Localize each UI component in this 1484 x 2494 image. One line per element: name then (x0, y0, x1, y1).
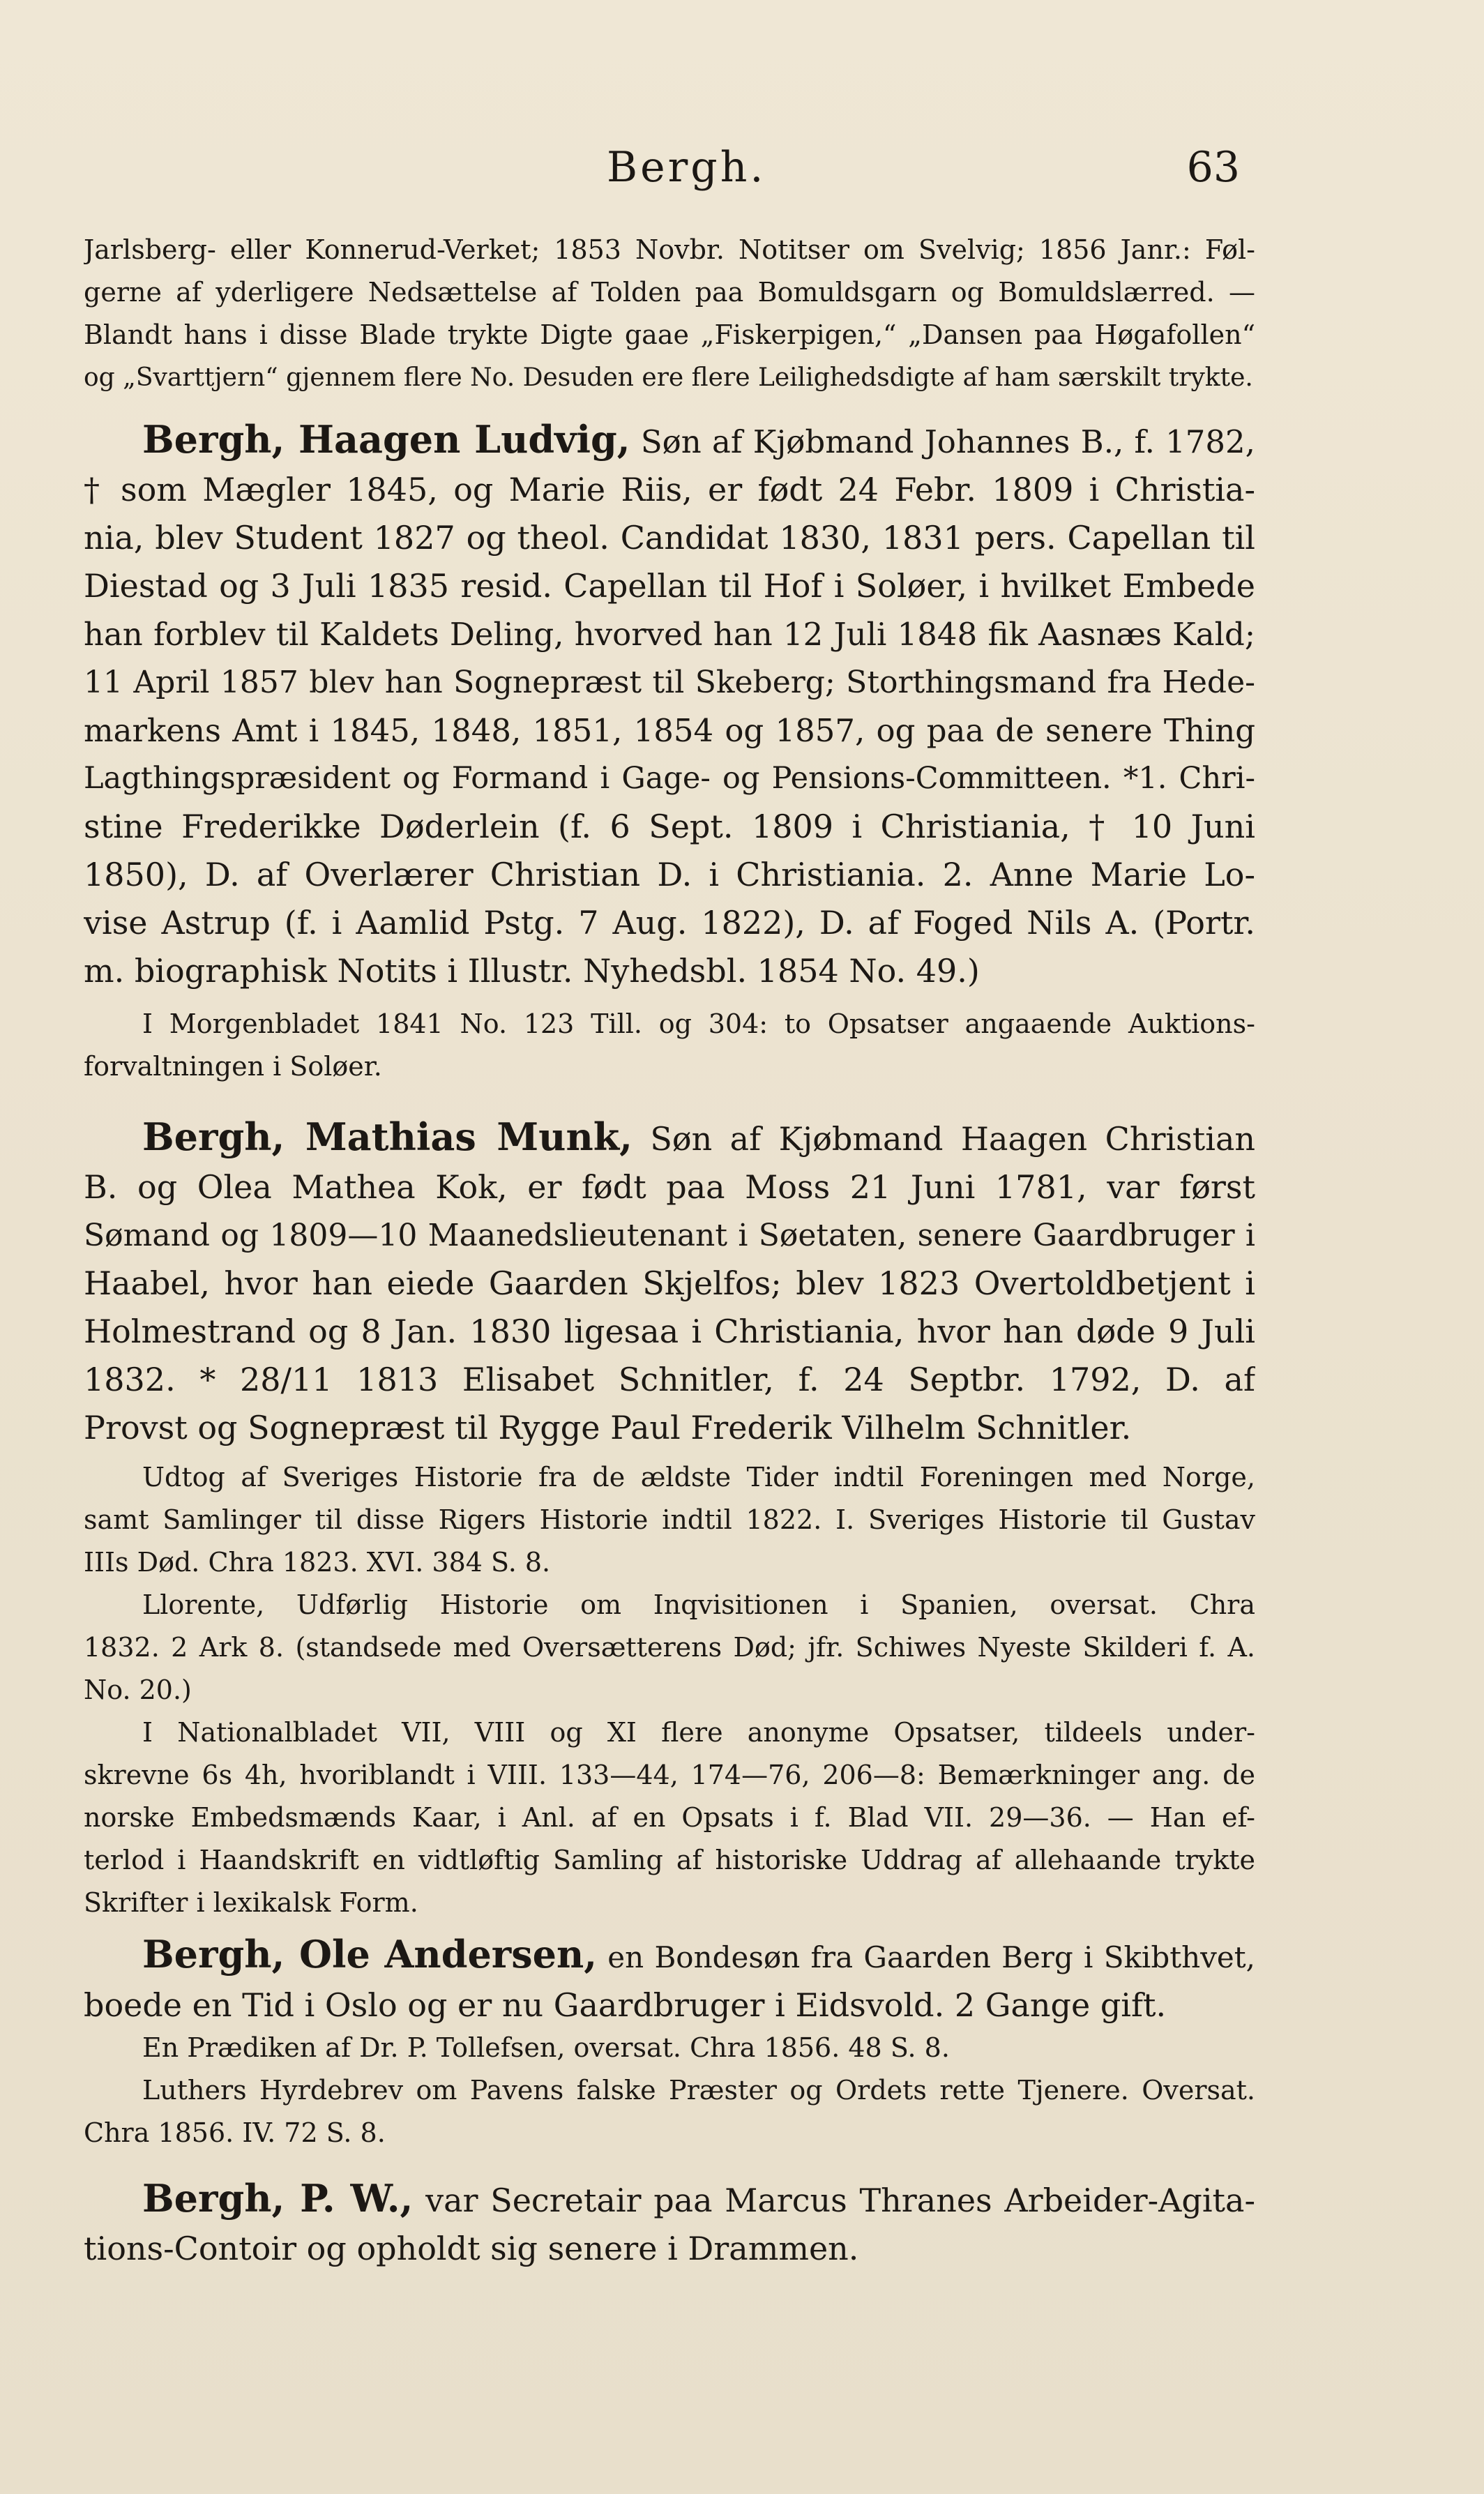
text-line: nia, blev Student 1827 og theol. Candidat 1830, 1831 pers. Capellan til (84, 519, 1255, 557)
work-line: No. 20.) (84, 1675, 192, 1705)
entry-bergh-mathias-munk (84, 1113, 1255, 1452)
text-line: tions-Contoir og opholdt sig senere i Drammen. (84, 2230, 859, 2267)
entry-name: Bergh, P. W., (142, 2176, 414, 2221)
entry-name: Bergh, Mathias Munk, (142, 1114, 633, 1159)
text-line: 1850), D. af Overlærer Christian D. i Christiania. 2. Anne Marie Lo- (84, 856, 1255, 893)
work-line: I Morgenbladet 1841 No. 123 Till. og 304: to Opsatser angaaende Auktions- (142, 1008, 1255, 1039)
text-line: stine Frederikke Døderlein (f. 6 Sept. 1809 i Christiania, † 10 Juni (84, 808, 1255, 845)
entry-name: Bergh, Haagen Ludvig, (142, 417, 630, 462)
text-line: Lagthingspræsident og Formand i Gage- og Pensions-Committeen. *1. Chri- (84, 761, 1255, 796)
text-line: B. og Olea Mathea Kok, er født paa Moss 21 Juni 1781, var først (84, 1168, 1255, 1206)
works-list (84, 1456, 1255, 1924)
continued-entry-text (84, 229, 1255, 399)
text-line: 1832. * 28/11 1813 Elisabet Schnitler, f. 24 Septbr. 1792, D. af (84, 1361, 1255, 1398)
text-line: og „Svarttjern“ gjennem flere No. Desuden ere flere Leilighedsdigte af ham særskilt trykte. (84, 363, 1253, 392)
entry-bergh-haagen-ludvig (84, 416, 1255, 995)
work-line: 1832. 2 Ark 8. (standsede med Oversætterens Død; jfr. Schiwes Nyeste Skilderi f. A. (84, 1632, 1255, 1663)
work-line: forvaltningen i Soløer. (84, 1051, 382, 1082)
text-line: Haabel, hvor han eiede Gaarden Skjelfos; blev 1823 Overtoldbetjent i (84, 1264, 1255, 1302)
text-line: Jarlsberg- eller Konnerud-Verket; 1853 Novbr. Notitser om Svelvig; 1856 Janr.: Føl- (84, 234, 1255, 265)
work-line: En Prædiken af Dr. P. Tollefsen, oversat. Chra 1856. 48 S. 8. (142, 2032, 950, 2063)
work-line: Udtog af Sveriges Historie fra de ældste Tider indtil Foreningen med Norge, (142, 1462, 1255, 1492)
work-line: skrevne 6s 4h, hvoriblandt i VIII. 133—44, 174—76, 206—8: Bemærkninger ang. de (84, 1760, 1255, 1790)
entry-bergh-ole-andersen (84, 1930, 1255, 2030)
work-line: Chra 1856. IV. 72 S. 8. (84, 2117, 386, 2148)
work-line: samt Samlinger til disse Rigers Historie indtil 1822. I. Sveriges Historie til Gustav (84, 1504, 1255, 1535)
text-line: Holmestrand og 8 Jan. 1830 ligesaa i Christiania, hvor han døde 9 Juli (84, 1313, 1255, 1350)
text-line: markens Amt i 1845, 1848, 1851, 1854 og 1857, og paa de senere Thing (84, 712, 1255, 749)
text-line: en Bondesøn fra Gaarden Berg i Skibthvet, (597, 1940, 1255, 1974)
text-line: han forblev til Kaldets Deling, hvorved han 12 Juli 1848 fik Aasnæs Kald; (84, 616, 1255, 653)
entry-bergh-p-w (84, 2175, 1255, 2273)
work-line: I Nationalbladet VII, VIII og XI flere anonyme Opsatser, tildeels under- (142, 1717, 1255, 1748)
text-line: Søn af Kjøbmand Johannes B., f. 1782, (630, 423, 1255, 460)
running-head: Bergh. (607, 143, 766, 192)
text-line: † som Mægler 1845, og Marie Riis, er født 24 Febr. 1809 i Christia- (84, 471, 1255, 508)
text-line: Søn af Kjøbmand Haagen Christian (632, 1120, 1255, 1158)
work-line: Skrifter i lexikalsk Form. (84, 1887, 418, 1918)
work-line: norske Embedsmænds Kaar, i Anl. af en Opsats i f. Blad VII. 29—36. — Han ef- (84, 1802, 1255, 1833)
text-line: Diestad og 3 Juli 1835 resid. Capellan til Hof i Soløer, i hvilket Embede (84, 567, 1255, 605)
page-number: 63 (1186, 143, 1240, 192)
text-line: 11 April 1857 blev han Sognepræst til Skeberg; Storthingsmand fra Hede- (84, 665, 1255, 700)
entry-name: Bergh, Ole Andersen, (142, 1932, 598, 1977)
work-line: IIIs Død. Chra 1823. XVI. 384 S. 8. (84, 1547, 551, 1578)
text-line: Sømand og 1809—10 Maanedslieutenant i Søetaten, senere Gaardbruger i (84, 1218, 1255, 1253)
text-line: Blandt hans i disse Blade trykte Digte gaae „Fiskerpigen,“ „Dansen paa Høgafollen“ (84, 319, 1255, 350)
works-list (84, 2027, 1255, 2154)
text-line: gerne af yderligere Nedsættelse af Tolden paa Bomuldsgarn og Bomuldslærred. — (84, 277, 1255, 308)
text-line: boede en Tid i Oslo og er nu Gaardbruger i Eidsvold. 2 Gange gift. (84, 1986, 1167, 2024)
text-line: Provst og Sognepræst til Rygge Paul Frederik Vilhelm Schnitler. (84, 1409, 1132, 1446)
works-list (84, 1003, 1255, 1088)
text-line: vise Astrup (f. i Aamlid Pstg. 7 Aug. 1822), D. af Foged Nils A. (Portr. (84, 904, 1255, 942)
text-line: var Secretair paa Marcus Thranes Arbeider-Agita- (413, 2182, 1255, 2219)
work-line: Luthers Hyrdebrev om Pavens falske Præster og Ordets rette Tjenere. Oversat. (142, 2075, 1255, 2106)
work-line: terlod i Haandskrift en vidtløftig Samling af historiske Uddrag af allehaande trykte (84, 1845, 1255, 1875)
text-line: m. biographisk Notits i Illustr. Nyhedsbl. 1854 No. 49.) (84, 952, 980, 990)
work-line: Llorente, Udførlig Historie om Inqvisitionen i Spanien, oversat. Chra (142, 1589, 1255, 1620)
